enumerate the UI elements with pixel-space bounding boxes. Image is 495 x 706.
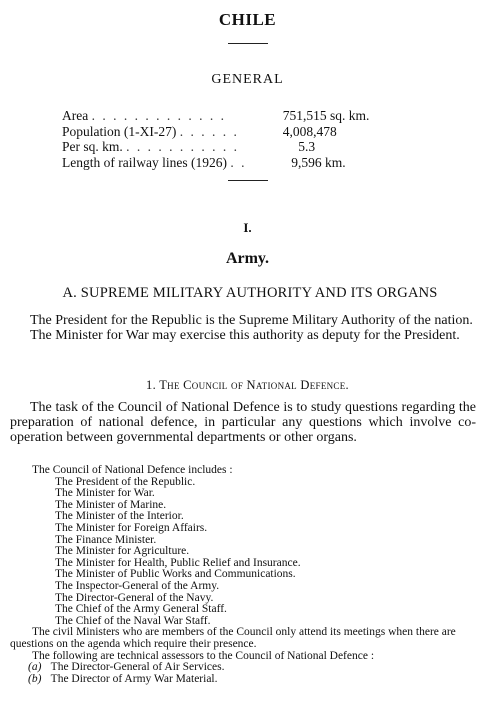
council-description — [10, 400, 476, 445]
list-item: The President of the Republic. — [55, 475, 196, 488]
list-item: The Minister for Agriculture. — [55, 545, 190, 558]
stat-label: Population (1-XI-27) — [62, 123, 177, 139]
list-item: The Chief of the Army General Staff. — [55, 603, 227, 616]
item-text: The Director of Army War Material. — [50, 672, 218, 685]
stats-rule — [228, 180, 268, 181]
stat-row: Area . . . . . . . . . . . . . 751,515 sq. km. — [62, 108, 422, 124]
country-title: CHILE — [218, 10, 277, 29]
includes-intro: The Council of National Defence includes : — [32, 464, 233, 476]
civil-ministers-note: The civil Ministers who are members of the Council only attend its meetings when there are questions on the agenda which require their presence. — [10, 626, 456, 650]
list-item: The Inspector-General of the Army. — [55, 579, 220, 592]
stat-value: 751,515 sq. km. — [282, 108, 370, 123]
list-item: The Chief of the Naval War Staff. — [55, 614, 211, 627]
stat-row: Length of railway lines (1926) . . 9,596 km. — [62, 155, 422, 171]
stat-value: 4,008,478 — [282, 123, 337, 139]
list-item: The Minister of the Interior. — [55, 510, 184, 523]
intro-paragraph: The Minister for War may exercise this authority as deputy for the President. — [30, 328, 460, 343]
part-number: I. — [243, 220, 252, 235]
stat-row: Per sq. km. . . . . . . . . . . . 5.3 — [62, 139, 422, 155]
members-list — [10, 477, 476, 628]
list-item: The Finance Minister. — [55, 533, 157, 546]
list-item: The Minister for War. — [55, 487, 155, 500]
council-members-block — [10, 465, 476, 685]
list-item — [28, 674, 476, 686]
stat-row: Population (1-XI-27) . . . . . . 4,008,478 — [62, 124, 422, 140]
list-item: The Minister for Health, Public Relief and Insurance. — [55, 556, 301, 569]
list-item: The Minister of Marine. — [55, 498, 167, 511]
stat-value: 9,596 km. — [291, 154, 346, 170]
part-title: Army. — [225, 250, 270, 267]
section-heading: A. SUPREME MILITARY AUTHORITY AND ITS ORGANS — [62, 285, 438, 301]
assessors-intro: The following are technical assessors to the Council of National Defence : — [32, 649, 375, 662]
list-item: The Minister for Foreign Affairs. — [55, 521, 208, 534]
item-label: (a) — [28, 661, 42, 674]
list-item: The Minister of Public Works and Communications. — [55, 568, 296, 581]
stat-label: Area — [62, 108, 89, 123]
intro-paragraph: The President for the Republic is the Supreme Military Authority of the nation. — [30, 313, 473, 328]
statistics-table — [62, 108, 422, 170]
title-rule — [228, 43, 268, 44]
item-label: (b) — [28, 672, 42, 685]
general-heading: GENERAL — [211, 72, 284, 87]
intro-text — [10, 313, 476, 343]
stat-label: Length of railway lines (1926) — [62, 154, 227, 170]
assessors-list — [10, 662, 476, 685]
list-item: The Director-General of the Navy. — [55, 591, 214, 604]
stat-label: Per sq. km. — [62, 139, 123, 154]
council-paragraph: The task of the Council of National Defence is to study questions regarding the preparation of national defence, in particular any questions which involve co-operation between governmental departments or other organs. — [10, 400, 476, 445]
item-text: The Director-General of Air Services. — [50, 661, 225, 674]
council-heading: 1. The Council of National Defence. — [146, 378, 349, 392]
stat-value: 5.3 — [298, 139, 316, 154]
